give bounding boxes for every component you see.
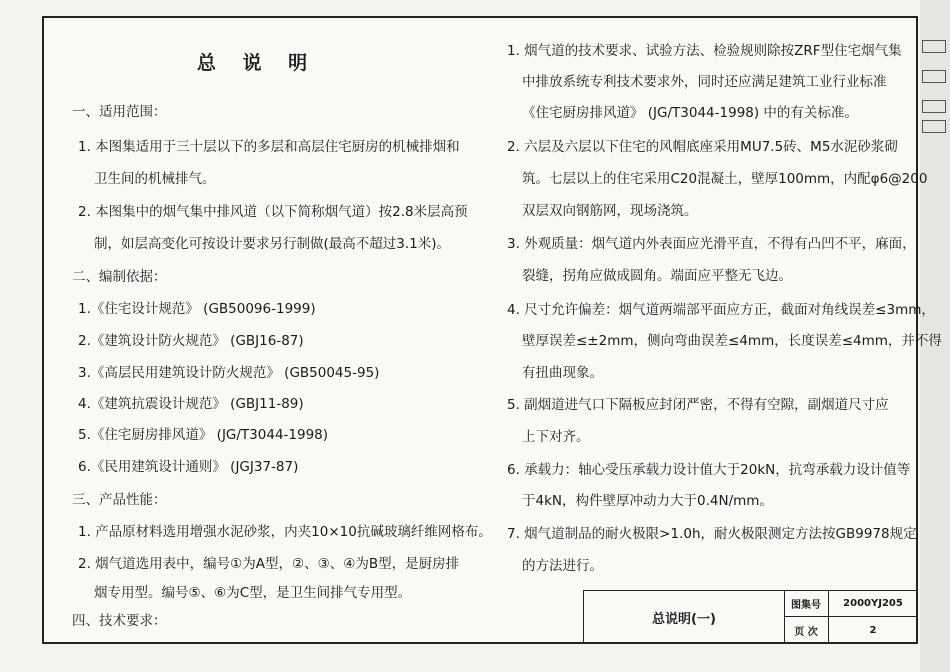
text-line: 5.《住宅厨房排风道》 (JG/T3044-1998) xyxy=(78,427,329,443)
text-line: 4.《建筑抗震设计规范》 (GBJ11-89) xyxy=(78,396,304,412)
title-block-name: 总说明(一) xyxy=(584,591,785,643)
text-line: 于4kN，构件壁厚冲动力大于0.4N/mm。 xyxy=(522,493,773,509)
text-line: 3.《高层民用建筑设计防火规范》 (GB50045-95) xyxy=(78,365,380,381)
edge-mark xyxy=(922,120,946,133)
text-line: 1. 本图集适用于三十层以下的多层和高层住宅厨房的机械排烟和 xyxy=(78,139,460,155)
text-line: 上下对齐。 xyxy=(522,429,590,445)
text-line: 6. 承载力：轴心受压承载力设计值大于20kN，抗弯承载力设计值等 xyxy=(507,462,911,478)
text-line: 双层双向钢筋网，现场浇筑。 xyxy=(522,203,698,219)
text-line: 烟专用型。编号⑤、⑥为C型，是卫生间排气专用型。 xyxy=(94,585,412,601)
text-line: 卫生间的机械排气。 xyxy=(94,171,216,187)
text-line: 裂缝，拐角应做成圆角。端面应平整无飞边。 xyxy=(522,268,792,284)
page-number-value: 2 xyxy=(869,624,877,636)
text-line: 壁厚误差≤±2mm，侧向弯曲误差≤4mm，长度误差≤4mm，并不得 xyxy=(522,333,942,349)
text-line: 4. 尺寸允许偏差：烟气道两端部平面应方正，截面对角线误差≤3mm， xyxy=(507,302,935,318)
page-title: 总 说 明 xyxy=(196,52,318,74)
edge-mark xyxy=(922,40,946,53)
text-line: 2. 本图集中的烟气集中排风道（以下简称烟气道）按2.8米层高预 xyxy=(78,204,468,220)
text-line: 6.《民用建筑设计通则》 (JGJ37-87) xyxy=(78,459,299,475)
text-line: 3. 外观质量：烟气道内外表面应光滑平直，不得有凸凹不平，麻面， xyxy=(507,236,916,252)
text-line: 的方法进行。 xyxy=(522,558,603,574)
text-line: 2. 六层及六层以下住宅的风帽底座采用MU7.5砖、M5水泥砂浆砌 xyxy=(507,139,898,155)
section-heading: 二、编制依据： xyxy=(72,269,167,285)
edge-mark xyxy=(922,70,946,83)
section-heading: 四、技术要求： xyxy=(72,613,167,629)
text-line: 1. 产品原材料选用增强水泥砂浆，内夹10×10抗碱玻璃纤维网格布。 xyxy=(78,524,492,540)
text-line: 制，如层高变化可按设计要求另行制做(最高不超过3.1米)。 xyxy=(94,236,451,252)
text-line: 1.《住宅设计规范》 (GB50096-1999) xyxy=(78,301,316,317)
page-number-label: 页 次 xyxy=(784,617,829,643)
edge-mark xyxy=(922,100,946,113)
atlas-number-label: 图集号 xyxy=(784,591,829,617)
section-heading: 一、适用范围： xyxy=(72,104,167,120)
title-block xyxy=(583,590,918,644)
text-line: 2.《建筑设计防火规范》 (GBJ16-87) xyxy=(78,333,304,349)
section-heading: 三、产品性能： xyxy=(72,492,167,508)
text-line: 有扭曲现象。 xyxy=(522,365,603,381)
text-line: 1. 烟气道的技术要求、试验方法、检验规则除按ZRF型住宅烟气集 xyxy=(507,43,902,59)
text-line: 5. 副烟道进气口下隔板应封闭严密，不得有空隙，副烟道尺寸应 xyxy=(507,397,889,413)
text-line: 2. 烟气道选用表中，编号①为A型，②、③、④为B型，是厨房排 xyxy=(78,556,460,572)
text-line: 中排放系统专利技术要求外，同时还应满足建筑工业行业标准 xyxy=(522,74,887,90)
atlas-number-value: 2000YJ205 xyxy=(829,591,917,617)
text-line: 筑。七层以上的住宅采用C20混凝土，壁厚100mm，内配φ6@200 xyxy=(522,171,928,187)
text-line: 7. 烟气道制品的耐火极限>1.0h，耐火极限测定方法按GB9978规定 xyxy=(507,526,917,542)
text-line: 《住宅厨房排风道》 (JG/T3044-1998) 中的有关标准。 xyxy=(522,105,858,121)
